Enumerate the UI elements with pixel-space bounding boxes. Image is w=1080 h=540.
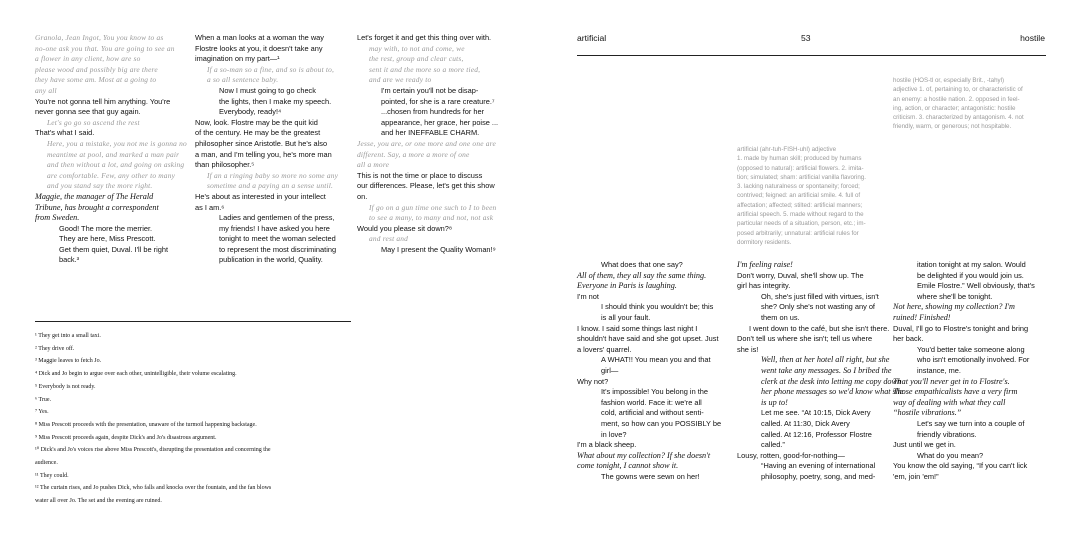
dialog-line: Just until we get in. bbox=[893, 440, 956, 450]
dialog-line: I went down to the café, but she isn't there. bbox=[749, 323, 890, 333]
dialog-line: A WHAT!! You mean you and that bbox=[601, 355, 711, 365]
text-line: ing, action, or character; antagonistic: hostile bbox=[893, 104, 1016, 112]
text-line: and her INEFFABLE CHARM. bbox=[381, 128, 480, 138]
text-line: May I present the Quality Woman!⁹ bbox=[381, 244, 496, 254]
text-line: are comfortable. Few, any other to many bbox=[47, 170, 176, 180]
dialog-line: You know the old saying, “If you can't lick bbox=[893, 461, 1028, 471]
running-head-left: artificial bbox=[577, 33, 607, 43]
text-line: ⁹ Miss Prescott proceeds again, despite Dick's and Jo's disastrous argument. bbox=[35, 434, 217, 441]
text-line: affectation; affected; stilted: artificial manners; bbox=[737, 201, 863, 209]
dialog-line: be delighted if you would join us. bbox=[917, 270, 1024, 280]
dialog-line: called.” bbox=[761, 440, 785, 450]
text-line: ⁸ Miss Prescott proceeds with the presentation, unaware of the turmoil happening backstage. bbox=[35, 421, 257, 428]
text-line: criticism. 3. characterized by antagonism. 4. not bbox=[893, 114, 1024, 122]
dialog-line: ment, so how can you POSSIBLY be bbox=[601, 418, 722, 428]
col3-indent-a bbox=[357, 86, 517, 139]
text-line: ⁷ Yes. bbox=[35, 409, 49, 416]
right-col-3 bbox=[893, 260, 1051, 482]
text-line: Granola, Jean Ingot, You you know to as bbox=[35, 33, 164, 42]
running-head-right: hostile bbox=[1020, 33, 1045, 43]
text-line: This is not the time or place to discuss bbox=[357, 170, 483, 180]
text-line: ⁵ Everybody is not ready. bbox=[35, 383, 96, 390]
stage-line: way of dealing with what they call bbox=[893, 397, 1006, 407]
text-line: ³ Maggie leaves to fetch Jo. bbox=[35, 358, 102, 365]
text-line: ¹² The curtain rises, and Jo pushes Dick, who falls and knocks over the fountain, and the fan blows bbox=[35, 485, 272, 492]
text-line: ...chosen from hundreds for her bbox=[381, 107, 485, 117]
left-col-3 bbox=[357, 33, 517, 255]
right-col-2 bbox=[737, 260, 904, 482]
text-line: back.³ bbox=[59, 255, 80, 265]
stage-line: All of them, they all say the same thing. bbox=[577, 270, 707, 280]
text-line: a flower in any client, how are so bbox=[35, 54, 141, 64]
text-line: a man, and I'm telling you, he's more man bbox=[195, 149, 332, 159]
right-col-1 bbox=[577, 260, 735, 482]
dialog-line: philosophy, poetry, song, and med- bbox=[761, 471, 876, 481]
text-line: friendly, warm, or generous; not hospitable. bbox=[893, 123, 1012, 131]
text-line: they have some am. Most at a going to bbox=[35, 75, 157, 85]
dialog-line: You'd better take someone along bbox=[917, 344, 1025, 354]
dialog-line: It's impossible! You belong in the bbox=[601, 387, 709, 397]
stage-line: her phone messages so we'd know what she bbox=[761, 387, 904, 397]
dialog-line: called. At 12:16, Professor Flostre bbox=[761, 429, 872, 439]
stage-line: Everyone in Paris is laughing. bbox=[577, 281, 677, 291]
text-line: dormitory residents. bbox=[737, 238, 792, 246]
text-line: 3. lacking naturalness or spontaneity; forced; bbox=[737, 183, 860, 191]
text-line: They are here, Miss Prescott. bbox=[59, 234, 156, 244]
text-line: Would you please sit down?⁸ bbox=[357, 223, 453, 233]
text-line: may with, to not and come, we bbox=[369, 43, 465, 53]
text-line: pointed, for she is a rare creature.⁷ bbox=[381, 96, 495, 106]
text-line: and are we ready to bbox=[369, 75, 432, 85]
text-line: any all bbox=[35, 85, 57, 95]
col3-ghost-d bbox=[357, 234, 517, 245]
text-line: Let's go go so ascend the rest bbox=[47, 117, 140, 127]
text-line: the rest, group and clear cuts, bbox=[369, 54, 464, 64]
text-line: ¹¹ They could. bbox=[35, 472, 69, 479]
dialog-line: What does that one say? bbox=[601, 260, 683, 269]
text-line: and then without a lot, and going on asking bbox=[47, 160, 185, 170]
text-line: If go on a gun time one such to I to been bbox=[369, 202, 497, 212]
text-line: When a man looks at a woman the way bbox=[195, 33, 324, 42]
text-line: Everybody, ready!⁴ bbox=[219, 107, 282, 117]
text-line: artificial speech. 5. made without regard to the bbox=[737, 211, 864, 219]
dialog-line: friendly vibrations. bbox=[917, 429, 977, 439]
dialog-line: itation tonight at my salon. Would bbox=[917, 260, 1026, 269]
col1-stage-direction bbox=[35, 192, 190, 224]
definition-artificial bbox=[737, 145, 892, 247]
col2-lines-b bbox=[195, 118, 355, 171]
text-line: Jesse, you are, or one more and one one are bbox=[357, 138, 496, 148]
text-line: (opposed to natural): artificial flowers. 2. imita- bbox=[737, 164, 864, 172]
dialog-line: is all your fault. bbox=[601, 312, 651, 322]
text-line: Now I must going to go check bbox=[219, 85, 316, 95]
definition-hostile bbox=[893, 76, 1048, 132]
text-line: please wood and possibly big are there bbox=[35, 64, 158, 74]
text-line: of the century. He may be the greatest bbox=[195, 128, 321, 138]
dialog-line: I know. I said some things last night I bbox=[577, 323, 698, 333]
stage-line: clerk at the desk into letting me copy down bbox=[761, 376, 902, 386]
stage-line: is up to! bbox=[761, 397, 788, 407]
footnotes bbox=[35, 330, 355, 508]
text-line: to see a many, to many and not, not ask bbox=[369, 213, 494, 223]
col2-ghost-a bbox=[195, 65, 355, 86]
text-line: contrived; feigned: an artificial smile. 4. full of bbox=[737, 192, 861, 200]
dialog-line: Don't worry, Duval, she'll show up. The bbox=[737, 270, 864, 280]
dialog-line: fashion world. Face it: we're all bbox=[601, 397, 702, 407]
dialog-line: she? Only she's not wasting any of bbox=[761, 302, 875, 312]
text-line: You're not gonna tell him anything. You're bbox=[35, 96, 171, 106]
dialog-line: cold, artificial and without senti- bbox=[601, 408, 704, 418]
text-line: I'm certain you'll not be disap- bbox=[381, 85, 479, 95]
text-line: posed arbitrarily; unnatural: artificial rules for bbox=[737, 229, 859, 237]
col1-lines-b bbox=[35, 128, 190, 139]
text-line: 1. made by human skill; produced by humans bbox=[737, 155, 862, 163]
text-line: Here, you a mistake, you not me is gonna no bbox=[47, 138, 187, 148]
stage-line: What about my collection? If she doesn't bbox=[577, 450, 711, 460]
dialog-line: where she'll be tonight. bbox=[917, 291, 993, 301]
text-line: my friends! I have asked you here bbox=[219, 223, 330, 233]
col3-ghost-a bbox=[357, 44, 517, 86]
text-line: sent it and the more so a more tied, bbox=[369, 64, 481, 74]
col2-lines-a bbox=[195, 33, 355, 65]
text-line: as I am.⁶ bbox=[195, 202, 225, 212]
text-line: philosopher since Aristotle. But he's also bbox=[195, 138, 328, 148]
text-line: than philosopher.⁵ bbox=[195, 160, 255, 170]
stage-line: come tonight, I cannot show it. bbox=[577, 461, 679, 471]
dialog-line: Lousy, rotten, good-for-nothing— bbox=[737, 450, 845, 460]
dialog-line: Oh, she's just filled with virtues, isn't bbox=[761, 291, 879, 301]
text-line: Good! The more the merrier. bbox=[59, 223, 153, 233]
col1-ghost-b bbox=[35, 139, 190, 192]
stage-line: ruined! Finished! bbox=[893, 312, 951, 322]
col1-dialog bbox=[35, 224, 190, 266]
dialog-line: I should think you wouldn't be; this bbox=[601, 302, 714, 312]
dialog-line: her back. bbox=[893, 334, 924, 344]
stage-line: Those empathicalists have a very firm bbox=[893, 387, 1018, 397]
stage-line: Not here, showing my collection? I'm bbox=[893, 302, 1015, 312]
text-line: and rest and bbox=[369, 234, 409, 244]
dialog-line: I'm a black sheep. bbox=[577, 440, 637, 450]
text-line: He's about as interested in your intellect bbox=[195, 191, 326, 201]
text-line: tion; simulated; sham: artificial vanilla flavoring. bbox=[737, 173, 866, 181]
text-line: audience. bbox=[35, 460, 58, 467]
text-line: Tribune, has brought a correspondent bbox=[35, 202, 159, 212]
text-line: the lights, then I make my speech. bbox=[219, 96, 332, 106]
text-line: Get them quiet, Duval. I'll be right bbox=[59, 244, 169, 254]
dialog-line: Duval, I'll go to Flostre's tonight and bring bbox=[893, 323, 1029, 333]
dialog-line: called. At 11:30, Dick Avery bbox=[761, 418, 850, 428]
dialog-line: girl— bbox=[601, 365, 619, 375]
stage-line: I'm feeling raise! bbox=[737, 260, 793, 269]
dialog-line: Don't tell us where she isn't; tell us where bbox=[737, 334, 873, 344]
text-line: ⁶ True. bbox=[35, 396, 52, 403]
col1-ghost-top bbox=[35, 33, 190, 97]
col2-lines-c bbox=[195, 192, 355, 213]
text-line: different. Say, a more a more of one bbox=[357, 149, 470, 159]
dialog-line: a lovers' quarrel. bbox=[577, 344, 632, 354]
col3-ghost-b bbox=[357, 139, 517, 171]
col1-lines-a bbox=[35, 97, 190, 118]
text-line: ⁴ Dick and Jo begin to argue over each other, unintelligible, their volume escalating. bbox=[35, 371, 237, 378]
text-line: tonight to meet the woman selected bbox=[219, 234, 336, 244]
dialog-line: Emile Flostre.” Well obviously, that's bbox=[917, 281, 1035, 291]
text-line: ¹ They get into a small taxi. bbox=[35, 333, 101, 339]
page-number: 53 bbox=[801, 33, 811, 43]
text-line: water all over Jo. The set and the evening are ruined. bbox=[35, 498, 162, 505]
col3-lines-a bbox=[357, 33, 517, 44]
text-line: on. bbox=[357, 191, 368, 201]
text-line: hostile (HOS-tl or, especially Brit., -tahyl) bbox=[893, 77, 1005, 84]
text-line: our differences. Please, let's get this show bbox=[357, 181, 495, 191]
dialog-line: Let me see. “At 10:15, Dick Avery bbox=[761, 408, 871, 418]
left-col-2 bbox=[195, 33, 355, 266]
text-line: meantime at pool, and marked a man pair bbox=[47, 149, 180, 159]
dialog-line: I'm not bbox=[577, 291, 599, 301]
text-line: a so all sentence baby. bbox=[207, 75, 279, 85]
dialog-line: The gowns were sewn on her! bbox=[601, 471, 700, 481]
col3-ghost-c bbox=[357, 203, 517, 224]
text-line: That's what I said. bbox=[35, 128, 95, 138]
text-line: Flostre looks at you, it doesn't take any bbox=[195, 43, 323, 53]
text-line: no-one ask you that. You are going to see an bbox=[35, 43, 175, 53]
dialog-line: she is! bbox=[737, 344, 759, 354]
stage-line: “hostile vibrations.” bbox=[893, 408, 962, 418]
text-line: ¹⁰ Dick's and Jo's voices rise above Miss Prescott's, disrupting the presentation and concerning the bbox=[35, 447, 271, 454]
dialog-line: girl has integrity. bbox=[737, 281, 791, 291]
col2-indent-a bbox=[195, 86, 355, 118]
text-line: and you stand say the more right. bbox=[47, 181, 153, 191]
text-line: an enemy: a hostile nation. 2. opposed in feel- bbox=[893, 95, 1020, 103]
dialog-line: in love? bbox=[601, 429, 627, 439]
text-line: all a more bbox=[357, 160, 390, 170]
text-line: from Sweden. bbox=[35, 213, 80, 223]
dialog-line: who isn't emotionally involved. For bbox=[917, 355, 1030, 365]
text-line: If an a ringing baby so more no some any bbox=[207, 170, 339, 180]
dialog-line: shouldn't have said and she got upset. Just bbox=[577, 334, 719, 344]
text-line: publication in the world, Quality. bbox=[219, 255, 323, 265]
text-line: adjective 1. of, pertaining to, or characteristic of bbox=[893, 86, 1023, 94]
text-line: Let's forget it and get this thing over with. bbox=[357, 33, 492, 42]
col3-indent-b bbox=[357, 245, 517, 256]
dialog-line: “Having an evening of international bbox=[761, 461, 876, 471]
text-line: Maggie, the manager of The Herald bbox=[35, 191, 154, 201]
text-line: appearance, her grace, her poise ... bbox=[381, 117, 499, 127]
dialog-line: 'em, join 'em!” bbox=[893, 471, 939, 481]
dialog-line: What do you mean? bbox=[917, 450, 984, 460]
text-line: artificial (ahr-tuh-FISH-uhl) adjective bbox=[737, 146, 837, 153]
text-line: to represent the most discriminating bbox=[219, 244, 337, 254]
text-line: ² They drive off. bbox=[35, 345, 75, 352]
text-line: imagination on my part—¹ bbox=[195, 54, 280, 64]
text-line: Ladies and gentlemen of the press, bbox=[219, 213, 335, 223]
text-line: sometime and a paying an a sense until. bbox=[207, 181, 334, 191]
stage-line: That you'll never get in to Flostre's. bbox=[893, 376, 1010, 386]
text-line: If a so-man so a fine, and so is about to, bbox=[207, 64, 335, 74]
text-line: Now, look. Flostre may be the quit kid bbox=[195, 117, 318, 127]
stage-line: Well, then at her hotel all right, but she bbox=[761, 355, 890, 365]
col2-ghost-b bbox=[195, 171, 355, 192]
col1-ghost-a bbox=[35, 118, 190, 129]
text-line: never gonna see that guy again. bbox=[35, 107, 141, 117]
dialog-line: them on us. bbox=[761, 312, 800, 322]
col3-lines-b bbox=[357, 171, 517, 203]
col2-indent-b bbox=[195, 213, 355, 266]
footnote-rule bbox=[35, 321, 351, 322]
left-col-1 bbox=[35, 33, 190, 266]
dialog-line: instance, me. bbox=[917, 365, 961, 375]
stage-line: went take any messages. So I bribed the bbox=[761, 365, 892, 375]
dialog-line: Why not? bbox=[577, 376, 609, 386]
col3-lines-c bbox=[357, 224, 517, 235]
text-line: particular needs of a situation, person, etc.; im- bbox=[737, 220, 866, 228]
header-rule bbox=[577, 55, 1046, 56]
dialog-line: Let's say we turn into a couple of bbox=[917, 418, 1025, 428]
